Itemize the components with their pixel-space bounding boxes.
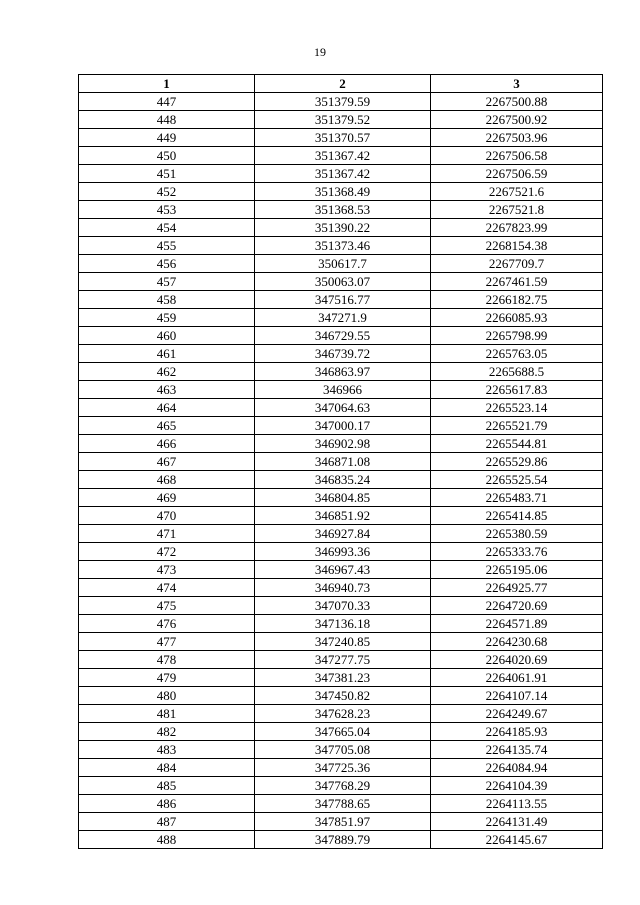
x-coordinate-cell: 347628.23	[255, 705, 431, 723]
x-coordinate-cell: 351379.59	[255, 93, 431, 111]
table-row	[79, 831, 603, 849]
y-coordinate-cell: 2264185.93	[431, 723, 603, 741]
y-coordinate-cell: 2267506.59	[431, 165, 603, 183]
x-coordinate-cell: 346863.97	[255, 363, 431, 381]
point-number-cell: 486	[79, 795, 255, 813]
y-coordinate-cell: 2265414.85	[431, 507, 603, 525]
y-coordinate-cell: 2264135.74	[431, 741, 603, 759]
table-header	[79, 75, 603, 93]
x-coordinate-cell: 351379.52	[255, 111, 431, 129]
x-coordinate-cell: 346993.36	[255, 543, 431, 561]
point-number-cell: 475	[79, 597, 255, 615]
x-coordinate-cell: 347136.18	[255, 615, 431, 633]
y-coordinate-cell: 2265333.76	[431, 543, 603, 561]
x-coordinate-cell: 346927.84	[255, 525, 431, 543]
y-coordinate-cell: 2264107.14	[431, 687, 603, 705]
table-row	[79, 165, 603, 183]
x-coordinate-cell: 347516.77	[255, 291, 431, 309]
x-coordinate-cell: 347851.97	[255, 813, 431, 831]
x-coordinate-cell: 346902.98	[255, 435, 431, 453]
table-row	[79, 489, 603, 507]
x-coordinate-cell: 346940.73	[255, 579, 431, 597]
point-number-cell: 454	[79, 219, 255, 237]
y-coordinate-cell: 2264720.69	[431, 597, 603, 615]
table-row	[79, 147, 603, 165]
x-coordinate-cell: 346851.92	[255, 507, 431, 525]
x-coordinate-cell: 347889.79	[255, 831, 431, 849]
point-number-cell: 457	[79, 273, 255, 291]
y-coordinate-cell: 2267461.59	[431, 273, 603, 291]
y-coordinate-cell: 2267521.8	[431, 201, 603, 219]
table-body	[79, 93, 603, 849]
point-number-cell: 474	[79, 579, 255, 597]
y-coordinate-cell: 2267503.96	[431, 129, 603, 147]
x-coordinate-cell: 351373.46	[255, 237, 431, 255]
point-number-cell: 472	[79, 543, 255, 561]
table-row	[79, 561, 603, 579]
y-coordinate-cell: 2264249.67	[431, 705, 603, 723]
y-coordinate-cell: 2267709.7	[431, 255, 603, 273]
table-row	[79, 201, 603, 219]
point-number-cell: 479	[79, 669, 255, 687]
x-coordinate-cell: 346967.43	[255, 561, 431, 579]
point-number-cell: 461	[79, 345, 255, 363]
y-coordinate-cell: 2267506.58	[431, 147, 603, 165]
y-coordinate-cell: 2265483.71	[431, 489, 603, 507]
table-row	[79, 399, 603, 417]
point-number-cell: 484	[79, 759, 255, 777]
table-row	[79, 723, 603, 741]
page-number: 19	[314, 45, 326, 59]
table-row	[79, 291, 603, 309]
y-coordinate-cell: 2265195.06	[431, 561, 603, 579]
point-number-cell: 462	[79, 363, 255, 381]
column-header-3: 3	[431, 75, 603, 93]
point-number-cell: 476	[79, 615, 255, 633]
table-row	[79, 669, 603, 687]
y-coordinate-cell: 2267500.88	[431, 93, 603, 111]
y-coordinate-cell: 2264104.39	[431, 777, 603, 795]
y-coordinate-cell: 2264020.69	[431, 651, 603, 669]
table-row	[79, 129, 603, 147]
point-number-cell: 449	[79, 129, 255, 147]
table-row	[79, 633, 603, 651]
y-coordinate-cell: 2264925.77	[431, 579, 603, 597]
x-coordinate-cell: 350063.07	[255, 273, 431, 291]
table-row	[79, 615, 603, 633]
y-coordinate-cell: 2264113.55	[431, 795, 603, 813]
point-number-cell: 459	[79, 309, 255, 327]
header-row	[79, 75, 603, 93]
point-number-cell: 485	[79, 777, 255, 795]
x-coordinate-cell: 351367.42	[255, 165, 431, 183]
table-row	[79, 273, 603, 291]
point-number-cell: 471	[79, 525, 255, 543]
point-number-cell: 488	[79, 831, 255, 849]
point-number-cell: 473	[79, 561, 255, 579]
point-number-cell: 481	[79, 705, 255, 723]
x-coordinate-cell: 351367.42	[255, 147, 431, 165]
x-coordinate-cell: 347768.29	[255, 777, 431, 795]
y-coordinate-cell: 2265617.83	[431, 381, 603, 399]
table-row	[79, 381, 603, 399]
x-coordinate-cell: 350617.7	[255, 255, 431, 273]
table-row	[79, 597, 603, 615]
table-row	[79, 363, 603, 381]
point-number-cell: 447	[79, 93, 255, 111]
y-coordinate-cell: 2265525.54	[431, 471, 603, 489]
x-coordinate-cell: 346804.85	[255, 489, 431, 507]
x-coordinate-cell: 351370.57	[255, 129, 431, 147]
table-row	[79, 525, 603, 543]
x-coordinate-cell: 346729.55	[255, 327, 431, 345]
y-coordinate-cell: 2265798.99	[431, 327, 603, 345]
point-number-cell: 452	[79, 183, 255, 201]
x-coordinate-cell: 346739.72	[255, 345, 431, 363]
y-coordinate-cell: 2265521.79	[431, 417, 603, 435]
table-row	[79, 435, 603, 453]
table-row	[79, 417, 603, 435]
y-coordinate-cell: 2264571.89	[431, 615, 603, 633]
table-row	[79, 345, 603, 363]
point-number-cell: 448	[79, 111, 255, 129]
x-coordinate-cell: 346835.24	[255, 471, 431, 489]
x-coordinate-cell: 347450.82	[255, 687, 431, 705]
x-coordinate-cell: 347277.75	[255, 651, 431, 669]
x-coordinate-cell: 347788.65	[255, 795, 431, 813]
x-coordinate-cell: 347240.85	[255, 633, 431, 651]
table-row	[79, 543, 603, 561]
point-number-cell: 468	[79, 471, 255, 489]
point-number-cell: 465	[79, 417, 255, 435]
table-row	[79, 795, 603, 813]
x-coordinate-cell: 351368.49	[255, 183, 431, 201]
x-coordinate-cell: 351368.53	[255, 201, 431, 219]
point-number-cell: 482	[79, 723, 255, 741]
column-header-1: 1	[79, 75, 255, 93]
x-coordinate-cell: 347665.04	[255, 723, 431, 741]
table-row	[79, 705, 603, 723]
table-row	[79, 651, 603, 669]
point-number-cell: 450	[79, 147, 255, 165]
y-coordinate-cell: 2264131.49	[431, 813, 603, 831]
y-coordinate-cell: 2265763.05	[431, 345, 603, 363]
x-coordinate-cell: 346871.08	[255, 453, 431, 471]
y-coordinate-cell: 2265523.14	[431, 399, 603, 417]
point-number-cell: 455	[79, 237, 255, 255]
table-row	[79, 471, 603, 489]
x-coordinate-cell: 351390.22	[255, 219, 431, 237]
point-number-cell: 460	[79, 327, 255, 345]
y-coordinate-cell: 2265688.5	[431, 363, 603, 381]
table-row	[79, 687, 603, 705]
point-number-cell: 467	[79, 453, 255, 471]
y-coordinate-cell: 2266182.75	[431, 291, 603, 309]
table-row	[79, 219, 603, 237]
y-coordinate-cell: 2265529.86	[431, 453, 603, 471]
x-coordinate-cell: 347271.9	[255, 309, 431, 327]
table-row	[79, 507, 603, 525]
point-number-cell: 458	[79, 291, 255, 309]
table-row	[79, 309, 603, 327]
x-coordinate-cell: 347725.36	[255, 759, 431, 777]
y-coordinate-cell: 2268154.38	[431, 237, 603, 255]
y-coordinate-cell: 2264145.67	[431, 831, 603, 849]
x-coordinate-cell: 347064.63	[255, 399, 431, 417]
table-row	[79, 579, 603, 597]
column-header-2: 2	[255, 75, 431, 93]
x-coordinate-cell: 347000.17	[255, 417, 431, 435]
point-number-cell: 463	[79, 381, 255, 399]
y-coordinate-cell: 2264084.94	[431, 759, 603, 777]
point-number-cell: 469	[79, 489, 255, 507]
point-number-cell: 483	[79, 741, 255, 759]
y-coordinate-cell: 2265544.81	[431, 435, 603, 453]
point-number-cell: 470	[79, 507, 255, 525]
point-number-cell: 456	[79, 255, 255, 273]
table-row	[79, 777, 603, 795]
y-coordinate-cell: 2264061.91	[431, 669, 603, 687]
table-row	[79, 453, 603, 471]
y-coordinate-cell: 2267823.99	[431, 219, 603, 237]
table-row	[79, 327, 603, 345]
table-row	[79, 813, 603, 831]
point-number-cell: 453	[79, 201, 255, 219]
table-row	[79, 741, 603, 759]
table-row	[79, 255, 603, 273]
table-row	[79, 111, 603, 129]
point-number-cell: 477	[79, 633, 255, 651]
x-coordinate-cell: 346966	[255, 381, 431, 399]
point-number-cell: 466	[79, 435, 255, 453]
y-coordinate-cell: 2267521.6	[431, 183, 603, 201]
table-row	[79, 237, 603, 255]
x-coordinate-cell: 347070.33	[255, 597, 431, 615]
point-number-cell: 451	[79, 165, 255, 183]
point-number-cell: 480	[79, 687, 255, 705]
table-row	[79, 759, 603, 777]
y-coordinate-cell: 2264230.68	[431, 633, 603, 651]
y-coordinate-cell: 2267500.92	[431, 111, 603, 129]
y-coordinate-cell: 2266085.93	[431, 309, 603, 327]
point-number-cell: 478	[79, 651, 255, 669]
table-row	[79, 183, 603, 201]
x-coordinate-cell: 347381.23	[255, 669, 431, 687]
point-number-cell: 487	[79, 813, 255, 831]
coordinates-table	[78, 74, 603, 849]
table-row	[79, 93, 603, 111]
x-coordinate-cell: 347705.08	[255, 741, 431, 759]
y-coordinate-cell: 2265380.59	[431, 525, 603, 543]
point-number-cell: 464	[79, 399, 255, 417]
